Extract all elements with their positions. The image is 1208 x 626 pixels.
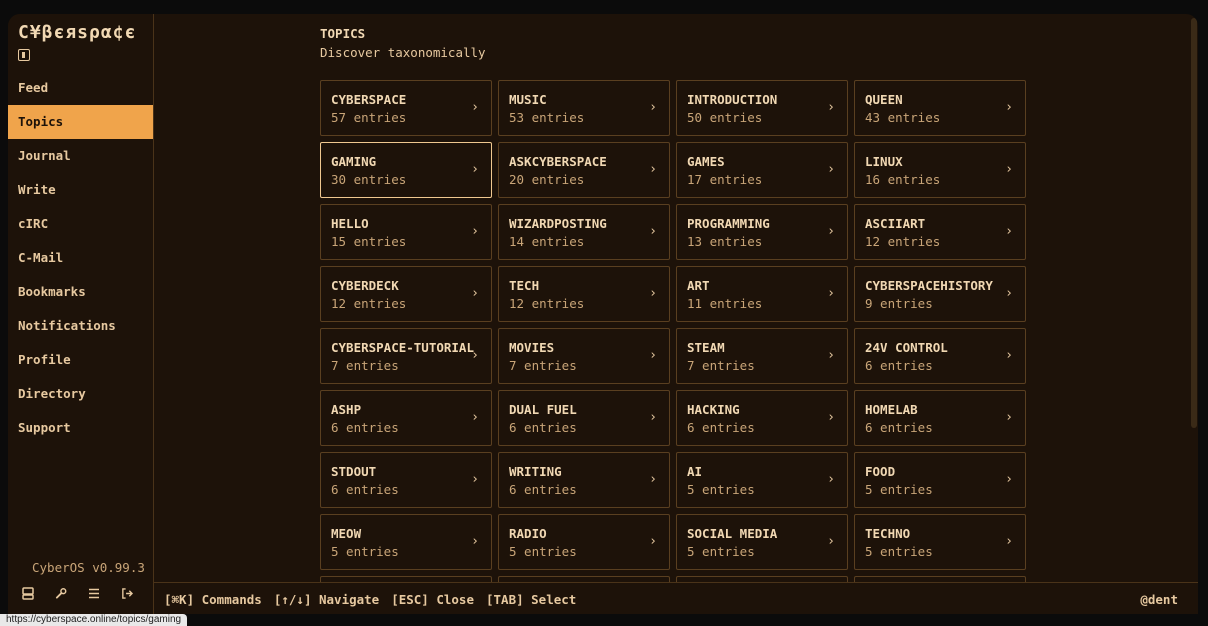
page-title: TOPICS (320, 26, 366, 41)
app-logo[interactable]: C¥βєяsρα¢є (18, 22, 137, 43)
topic-card[interactable] (676, 142, 848, 198)
topic-card[interactable] (320, 514, 492, 570)
topic-name: STDOUT (331, 464, 377, 479)
topic-name: HELLO (331, 216, 369, 231)
topic-name: INTRODUCTION (687, 92, 778, 107)
topic-card[interactable] (320, 266, 492, 322)
chevron-right-icon: › (649, 410, 657, 425)
topic-card[interactable] (320, 452, 492, 508)
chevron-right-icon: › (1005, 224, 1013, 239)
topic-card[interactable] (498, 452, 670, 508)
topic-card[interactable] (676, 204, 848, 260)
status-bar (154, 582, 1198, 614)
topic-entry-count: 43 entries (865, 110, 941, 125)
topic-card[interactable] (676, 80, 848, 136)
topic-card[interactable] (676, 390, 848, 446)
topic-card[interactable] (854, 328, 1026, 384)
version-label: CyberOS v0.99.3 (32, 560, 145, 575)
menu-icon[interactable] (88, 586, 100, 600)
sidebar-item-bookmarks[interactable]: Bookmarks (18, 284, 86, 299)
topic-name: TECH (509, 278, 540, 293)
topic-name: ASKCYBERSPACE (509, 154, 607, 169)
topic-name: WIZARDPOSTING (509, 216, 607, 231)
topic-entry-count: 6 entries (865, 358, 933, 373)
topic-card[interactable] (498, 204, 670, 260)
hint-item: [TAB] Select (486, 592, 577, 607)
topic-card[interactable] (498, 390, 670, 446)
topic-name: MEOW (331, 526, 362, 541)
topic-entry-count: 15 entries (331, 234, 407, 249)
topic-card[interactable] (854, 452, 1026, 508)
hint-item: [ESC] Close (391, 592, 474, 607)
topic-name: ART (687, 278, 710, 293)
sidebar-item-topics[interactable]: Topics (8, 105, 153, 139)
topic-entry-count: 12 entries (509, 296, 585, 311)
scrollbar[interactable] (1191, 18, 1197, 428)
sidebar-nav (8, 71, 153, 445)
topic-name: MUSIC (509, 92, 547, 107)
topic-card[interactable] (854, 142, 1026, 198)
chevron-right-icon: › (1005, 534, 1013, 549)
sidebar-item-circ[interactable]: cIRC (18, 216, 49, 231)
topic-card[interactable] (676, 452, 848, 508)
user-handle[interactable]: @dent (1140, 592, 1178, 607)
sidebar-item-directory[interactable]: Directory (18, 386, 86, 401)
chevron-right-icon: › (1005, 162, 1013, 177)
topic-name: TECHNO (865, 526, 911, 541)
page-subtitle: Discover taxonomically (320, 45, 486, 60)
keyboard-hints (164, 592, 576, 607)
topic-entry-count: 9 entries (865, 296, 933, 311)
topic-name: CYBERSPACEHISTORY (865, 278, 993, 293)
topic-name: HACKING (687, 402, 740, 417)
topic-card[interactable] (854, 204, 1026, 260)
topic-entry-count: 30 entries (331, 172, 407, 187)
sidebar (8, 14, 154, 614)
topic-entry-count: 11 entries (687, 296, 763, 311)
chevron-right-icon: › (827, 410, 835, 425)
topic-name: ASHP (331, 402, 362, 417)
chevron-right-icon: › (471, 224, 479, 239)
topic-entry-count: 20 entries (509, 172, 585, 187)
topic-entry-count: 6 entries (331, 420, 399, 435)
topic-entry-count: 5 entries (687, 544, 755, 559)
topic-card[interactable] (676, 266, 848, 322)
topic-entry-count: 7 entries (331, 358, 399, 373)
chevron-right-icon: › (649, 286, 657, 301)
topic-name: SOCIAL MEDIA (687, 526, 778, 541)
sidebar-item-support[interactable]: Support (18, 420, 71, 435)
topic-entry-count: 12 entries (331, 296, 407, 311)
topic-entry-count: 14 entries (509, 234, 585, 249)
chevron-right-icon: › (1005, 348, 1013, 363)
topic-card[interactable] (320, 328, 492, 384)
main-content (154, 14, 1190, 582)
chevron-right-icon: › (471, 162, 479, 177)
chevron-right-icon: › (827, 162, 835, 177)
topic-entry-count: 6 entries (331, 482, 399, 497)
chevron-right-icon: › (1005, 100, 1013, 115)
topic-entry-count: 5 entries (331, 544, 399, 559)
topic-name: PROGRAMMING (687, 216, 770, 231)
topic-entry-count: 6 entries (509, 420, 577, 435)
chevron-right-icon: › (649, 100, 657, 115)
topic-name: HOMELAB (865, 402, 918, 417)
topic-card[interactable] (320, 390, 492, 446)
chevron-right-icon: › (827, 286, 835, 301)
topic-entry-count: 5 entries (865, 482, 933, 497)
topics-grid (320, 80, 1026, 582)
topic-entry-count: 5 entries (687, 482, 755, 497)
topic-card[interactable] (498, 514, 670, 570)
topic-entry-count: 6 entries (687, 420, 755, 435)
chevron-right-icon: › (1005, 286, 1013, 301)
logout-icon[interactable] (121, 586, 133, 600)
chevron-right-icon: › (827, 472, 835, 487)
topic-card[interactable] (498, 142, 670, 198)
sidebar-item-write[interactable]: Write (18, 182, 56, 197)
topic-name: MOVIES (509, 340, 555, 355)
topic-entry-count: 17 entries (687, 172, 763, 187)
chevron-right-icon: › (649, 224, 657, 239)
topic-entry-count: 7 entries (687, 358, 755, 373)
chevron-right-icon: › (471, 348, 479, 363)
chevron-right-icon: › (1005, 472, 1013, 487)
sidebar-item-c-mail[interactable]: C-Mail (18, 250, 64, 265)
topic-card[interactable] (498, 80, 670, 136)
topic-entry-count: 7 entries (509, 358, 577, 373)
url-tooltip: https://cyberspace.online/topics/gaming (0, 614, 187, 626)
topic-name: WRITING (509, 464, 562, 479)
chevron-right-icon: › (471, 100, 479, 115)
topic-name: QUEEN (865, 92, 903, 107)
chevron-right-icon: › (471, 534, 479, 549)
chevron-right-icon: › (471, 472, 479, 487)
topic-name: CYBERSPACE-TUTORIAL (331, 340, 474, 355)
topic-card[interactable] (854, 390, 1026, 446)
topic-card[interactable] (676, 514, 848, 570)
topic-entry-count: 5 entries (509, 544, 577, 559)
chevron-right-icon: › (827, 534, 835, 549)
chevron-right-icon: › (471, 410, 479, 425)
topic-name: ASCIIART (865, 216, 926, 231)
hint-item: [⌘K] Commands (164, 592, 262, 607)
chevron-right-icon: › (649, 472, 657, 487)
topic-card[interactable] (320, 204, 492, 260)
sidebar-item-feed[interactable]: Feed (18, 80, 49, 95)
topic-name: DUAL FUEL (509, 402, 577, 417)
sidebar-item-notifications[interactable]: Notifications (18, 318, 116, 333)
topic-entry-count: 5 entries (865, 544, 933, 559)
topic-name: STEAM (687, 340, 725, 355)
topic-entry-count: 53 entries (509, 110, 585, 125)
topic-entry-count: 50 entries (687, 110, 763, 125)
topic-card[interactable] (854, 514, 1026, 570)
topic-card[interactable] (676, 328, 848, 384)
chevron-right-icon: › (827, 348, 835, 363)
chevron-right-icon: › (827, 100, 835, 115)
chevron-right-icon: › (827, 224, 835, 239)
topic-name: LINUX (865, 154, 903, 169)
topic-card[interactable] (320, 80, 492, 136)
chevron-right-icon: › (649, 162, 657, 177)
topic-entry-count: 6 entries (509, 482, 577, 497)
topic-name: GAMING (331, 154, 377, 169)
topic-card[interactable] (854, 266, 1026, 322)
topic-entry-count: 57 entries (331, 110, 407, 125)
hint-item: [↑/↓] Navigate (273, 592, 380, 607)
topic-name: GAMES (687, 154, 725, 169)
app-window (8, 14, 1198, 614)
topic-name: RADIO (509, 526, 547, 541)
sidebar-bottom-icons (22, 586, 133, 600)
topic-card[interactable] (498, 328, 670, 384)
topic-entry-count: 13 entries (687, 234, 763, 249)
topic-card[interactable] (498, 266, 670, 322)
chevron-right-icon: › (471, 286, 479, 301)
topic-name: FOOD (865, 464, 896, 479)
topic-name: AI (687, 464, 703, 479)
topic-entry-count: 12 entries (865, 234, 941, 249)
topic-entry-count: 6 entries (865, 420, 933, 435)
sidebar-item-profile[interactable]: Profile (18, 352, 71, 367)
topic-entry-count: 16 entries (865, 172, 941, 187)
chevron-right-icon: › (649, 348, 657, 363)
sidebar-item-journal[interactable]: Journal (18, 148, 71, 163)
topic-card[interactable] (854, 80, 1026, 136)
topic-name: 24V CONTROL (865, 340, 948, 355)
topic-name: CYBERDECK (331, 278, 399, 293)
topic-name: CYBERSPACE (331, 92, 407, 107)
terminal-icon[interactable] (22, 586, 34, 600)
topic-card[interactable] (320, 142, 492, 198)
collapse-sidebar-icon[interactable] (18, 49, 30, 61)
chevron-right-icon: › (649, 534, 657, 549)
chevron-right-icon: › (1005, 410, 1013, 425)
wrench-icon[interactable] (55, 586, 67, 600)
